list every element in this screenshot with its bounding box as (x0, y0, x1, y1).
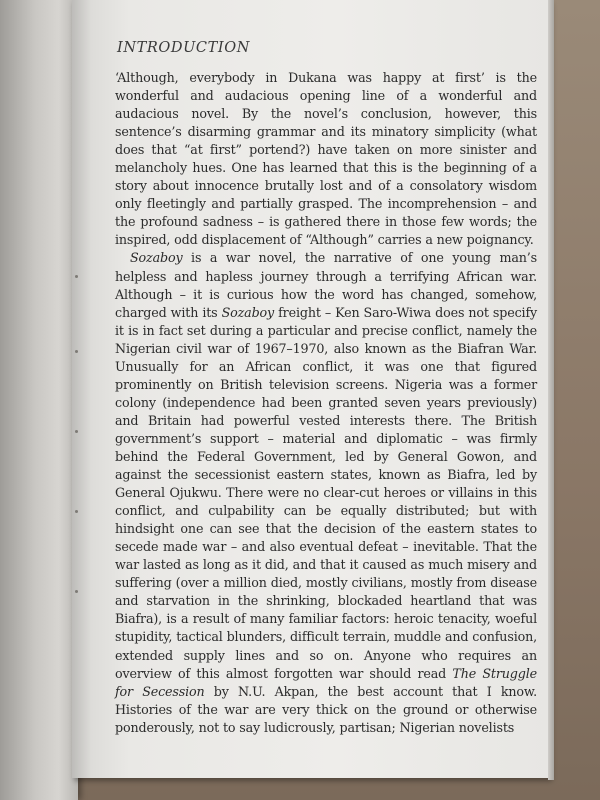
paragraph-2-part-2: freight – Ken Saro-Wiwa does not specify it is in fact set during a particular and precise conflict, namely the Nigerian civil war of 1967–1970, also known as the Biafran War. Unusually for an African conflict, it was one that figured prominently on British television screens. Nigeria was a former colony (independence had been granted seven years previously) and Britain had powerful vested interests there. The British government’s support – material and diplomatic – was firmly behind the Federal Government, led by General Gowon, and against the secessionist eastern states, known as Biafra, led by General Ojukwu. There were no clear-cut heroes or villains in this conflict, and culpability can be equally distributed; but with hindsight one can see that the decision of the eastern states to secede made war – and also eventual defeat – inevitable. That the war lasted as long as it did, and that it caused as much misery and suffering (over a million died, mostly civilians, mostly from disease and starvation in the shrinking, blockaded heartland that was Biafra), is a result of many familiar factors: heroic tenacity, woeful stupidity, tactical blunders, difficult terrain, muddle and confusion, extended supply lines and so on. Anyone who requires an overview of this almost forgotten war should read (115, 304, 538, 681)
book-title-italic-2: Sozaboy (221, 304, 275, 320)
binding-stitch (75, 275, 78, 278)
left-page (0, 0, 78, 800)
section-heading: INTRODUCTION (117, 40, 251, 56)
binding-stitch (75, 350, 78, 353)
binding-stitch (75, 430, 78, 433)
paragraph-2 (115, 249, 537, 736)
page-edge (548, 0, 554, 780)
paragraph-2-part-1: is a war novel, the narrative of one young man’s helpless and hapless journey through a terrifying African war. Although – it is curious how the word has changed, somehow, charged with its (115, 250, 537, 320)
reference-title-italic: The Struggle for Secession (115, 665, 537, 699)
book-title-italic: Sozaboy (130, 250, 183, 266)
paragraph-1: ‘Although, everybody in Dukana was happy at first’ is the wonderful and audacious opening line of a wonderful and audacious novel. By the novel’s conclusion, however, this sentence’s disarming grammar and its minatory simplicity (what does that “at first” portend?) have taken on more sinister and melancholy hues. One has learned that this is the beginning of a story about innocence brutally lost and of a consolatory wisdom only fleetingly and partially grasped. The incomprehension – and the profound sadness – is gathered there in those few words; the inspired, odd displacement of “Although” carries a new poignancy. (115, 70, 537, 248)
binding-stitch (75, 590, 78, 593)
binding-stitch (75, 510, 78, 513)
page-content (115, 40, 537, 737)
paragraph-2-part-3: by N.U. Akpan, the best account that I know. Histories of the war are very thick on the ground or otherwise ponderously, not to say ludicrously, partisan; Nigerian novelists (115, 683, 538, 735)
